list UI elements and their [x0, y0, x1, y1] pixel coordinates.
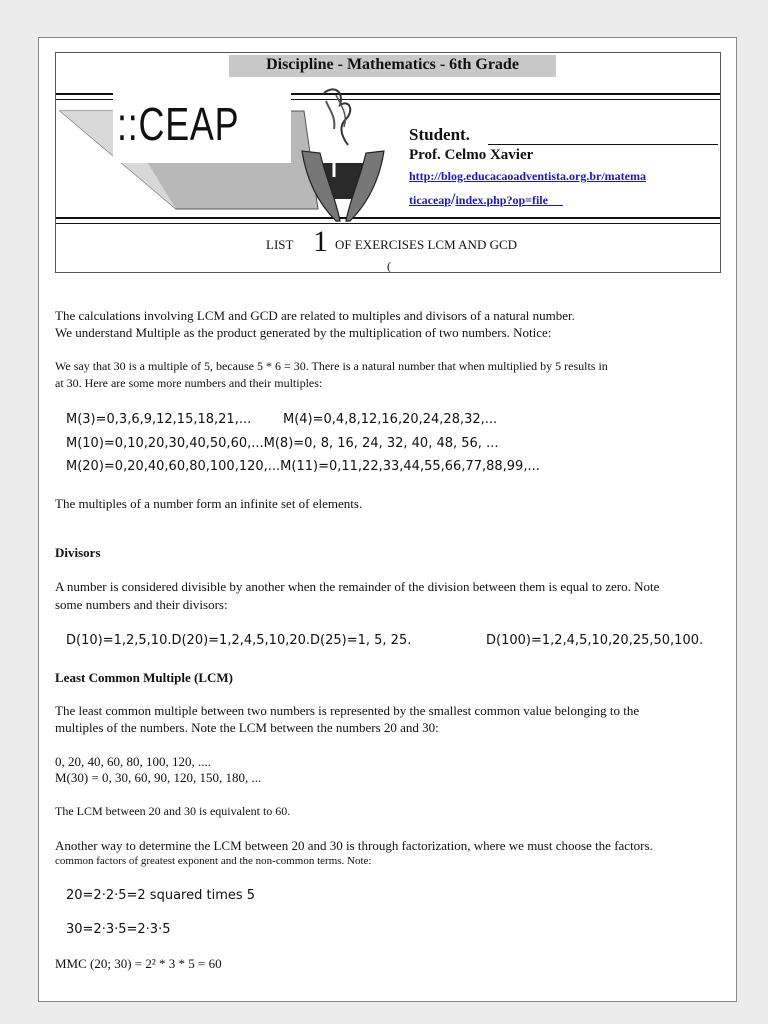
infinite-set-note: The multiples of a number form an infinite set of elements.	[55, 496, 363, 511]
divisors-d100: D(100)=1,2,4,5,10,20,25,50,100.	[486, 633, 704, 648]
lcm-line-1: The least common multiple between two numbers is represented by the smallest common value belonging to the	[55, 703, 640, 718]
example-line-2: at 30. Here are some more numbers and their multiples:	[55, 376, 323, 390]
multiples-m4: M(4)=0,4,8,12,16,20,24,28,32,...	[283, 412, 498, 427]
list-prefix: LIST	[266, 237, 294, 252]
lcm-heading: Least Common Multiple (LCM)	[55, 670, 234, 685]
link-slash[interactable]: /	[450, 191, 456, 208]
lcm-result: The LCM between 20 and 30 is equivalent to 60.	[55, 804, 291, 818]
factorization-line-1: Another way to determine the LCM between 20 and 30 is through factorization, where we must choose the factors.	[55, 838, 653, 853]
open-paren: (	[387, 259, 391, 273]
lcm-line-2: multiples of the numbers. Note the LCM between the numbers 20 and 30:	[55, 720, 439, 735]
divisors-line-2: some numbers and their divisors:	[55, 597, 228, 612]
multiples-m20-m11: M(20)=0,20,40,60,80,100,120,...M(11)=0,11,22,33,44,55,66,77,88,99,...	[66, 459, 540, 474]
multiples-m10-m8: M(10)=0,10,20,30,40,50,60,...M(8)=0, 8, 16, 24, 32, 40, 48, 56, ...	[66, 436, 499, 451]
factor-30: 30=2·3·5=2·3·5	[66, 922, 171, 937]
divisors-d10-d20-d25: D(10)=1,2,5,10.D(20)=1,2,4,5,10,20.D(25)=1, 5, 25.	[66, 633, 412, 648]
sequence-30: M(30) = 0, 30, 60, 90, 120, 150, 180, ...	[55, 770, 262, 785]
intro-line-1: The calculations involving LCM and GCD are related to multiples and divisors of a natural number.	[55, 308, 575, 323]
example-line-1: We say that 30 is a multiple of 5, because 5 * 6 = 30. There is a natural number that when multiplied by 5 results in	[55, 359, 608, 373]
mmc-result: MMC (20; 30) = 2² * 3 * 5 = 60	[55, 956, 222, 971]
header-box	[55, 52, 721, 273]
link-underline-tail	[548, 193, 563, 207]
link-part[interactable]: ticaceap	[409, 193, 451, 207]
list-title: OF EXERCISES LCM AND GCD	[335, 237, 518, 252]
blog-link-line1[interactable]: http://blog.educacaoadventista.org.br/matema	[409, 169, 646, 183]
ceap-logo: ::CEAP	[117, 98, 240, 150]
blog-link-line2[interactable]	[409, 191, 563, 209]
professor-name: Prof. Celmo Xavier	[409, 147, 534, 163]
document-page	[38, 37, 737, 1002]
sequence-20: 0, 20, 40, 60, 80, 100, 120, ....	[55, 754, 211, 769]
factorization-line-2: common factors of greatest exponent and the non-common terms. Note:	[55, 855, 372, 867]
intro-line-2: We understand Multiple as the product generated by the multiplication of two numbers. Notice:	[55, 325, 552, 340]
list-number: 1	[313, 225, 328, 258]
multiples-m3: M(3)=0,3,6,9,12,15,18,21,...	[66, 412, 252, 427]
divisors-heading: Divisors	[55, 545, 101, 560]
student-name-line[interactable]	[488, 144, 718, 145]
link-part[interactable]: index.php?op=file	[455, 193, 548, 207]
student-label: Student.	[409, 125, 470, 144]
factor-20: 20=2·2·5=2 squared times 5	[66, 888, 256, 903]
discipline-title: Discipline - Mathematics - 6th Grade	[266, 56, 519, 73]
divisors-line-1: A number is considered divisible by another when the remainder of the division between them is equal to zero. Note	[55, 579, 660, 594]
